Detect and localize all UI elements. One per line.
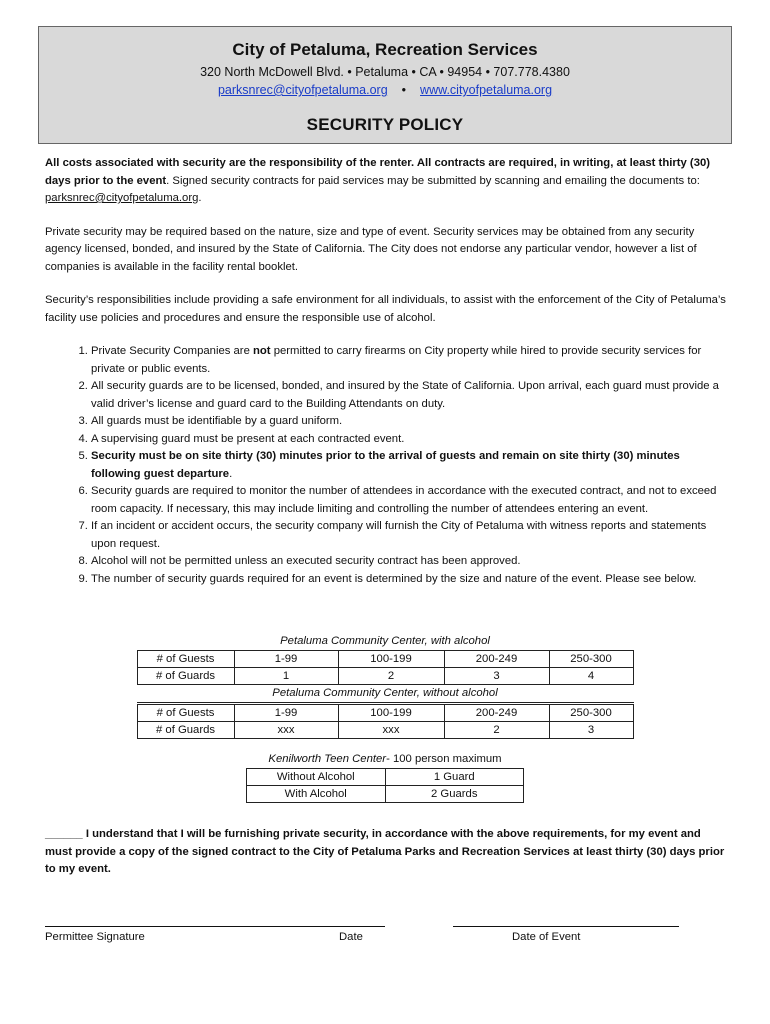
- rule-item: 8. Alcohol will not be permitted unless an executed security contract has been approved.: [91, 553, 727, 571]
- intro-email-link[interactable]: parksnrec@cityofpetaluma.org: [45, 192, 199, 204]
- policy-body: [45, 155, 727, 588]
- table-cell: 2: [444, 722, 549, 739]
- table-cell: 1-99: [234, 651, 338, 668]
- table-caption-without-alcohol: Petaluma Community Center, without alcohol: [272, 687, 498, 699]
- table-cell: With Alcohol: [247, 786, 386, 803]
- acknowledgement-statement: ______ I understand that I will be furnishing private security, in accordance with the above requirements, for my event and must provide a copy of the signed contract to the City of Petaluma Parks and Recreation Services at least thirty (30) days prior to my event.: [45, 828, 725, 875]
- table-cell: # of Guards: [137, 722, 234, 739]
- table-cell: 250-300: [549, 704, 633, 722]
- rule-item: [91, 448, 727, 483]
- table-cell: 3: [549, 722, 633, 739]
- table-teen-center: [246, 768, 524, 803]
- table-cell: 1 Guard: [385, 769, 524, 786]
- rule-1-bold: not: [253, 345, 271, 357]
- table-caption-with-alcohol: Petaluma Community Center, with alcohol: [280, 635, 490, 647]
- teen-center-name: Kenilworth Teen Center: [268, 753, 387, 765]
- table-without-alcohol: [137, 702, 634, 739]
- table-cell: 1-99: [234, 704, 338, 722]
- table-cell: 1: [234, 668, 338, 685]
- event-date-line[interactable]: [453, 926, 679, 927]
- table-cell: # of Guests: [137, 704, 234, 722]
- table-cell: # of Guests: [137, 651, 234, 668]
- table-cell: 200-249: [444, 704, 549, 722]
- rule-item: 3. All guards must be identifiable by a guard uniform.: [91, 413, 727, 431]
- rule-5-end: .: [229, 467, 233, 480]
- table-cell: xxx: [234, 722, 338, 739]
- organization-title: City of Petaluma, Recreation Services: [232, 40, 538, 59]
- organization-address: 320 North McDowell Blvd. • Petaluma • CA • 94954 • 707.778.4380: [200, 65, 570, 79]
- table-cell: # of Guards: [137, 668, 234, 685]
- security-responsibilities-paragraph: Security’s responsibilities include providing a safe environment for all individuals, to assist with the enforcement of the City of Petaluma’s facility use policies and procedures and ensure the responsible use of alcohol.: [45, 294, 726, 324]
- rule-item: 9. The number of security guards required for an event is determined by the size and nature of the event. Please see below.: [91, 571, 727, 589]
- table-cell: 200-249: [444, 651, 549, 668]
- table-row: [137, 668, 633, 685]
- security-options-paragraph: Private security may be required based on the nature, size and type of event. Security services may be obtained from any security agency licensed, bonded, and insured by the State of California. The City does not endorse any particular vendor, however a list of companies is available in the facility rental booklet.: [45, 225, 697, 273]
- rule-item: 7. If an incident or accident occurs, the security company will furnish the City of Petaluma with witness reports and statements upon request.: [91, 518, 727, 553]
- table-with-alcohol: [137, 650, 634, 685]
- permittee-signature-label: Permittee Signature: [45, 931, 145, 943]
- table-row: [137, 651, 633, 668]
- signature-line[interactable]: [45, 926, 385, 927]
- table-row: [247, 786, 524, 803]
- table-cell: 2: [338, 668, 444, 685]
- link-separator: •: [401, 83, 407, 97]
- table-row: [247, 769, 524, 786]
- policy-title: SECURITY POLICY: [306, 115, 464, 134]
- table-cell: 2 Guards: [385, 786, 524, 803]
- table-cell: 250-300: [549, 651, 633, 668]
- intro-paragraph: [45, 155, 727, 208]
- letterhead: [38, 26, 732, 144]
- rule-item: 4. A supervising guard must be present at each contracted event.: [91, 431, 727, 449]
- table-cell: xxx: [338, 722, 444, 739]
- rule-1-text-a: Private Security Companies are: [91, 345, 253, 357]
- contact-links: [39, 83, 731, 97]
- table-cell: 100-199: [338, 704, 444, 722]
- table-row: [137, 722, 633, 739]
- rule-item: 6. Security guards are required to monitor the number of attendees in accordance with the executed contract, and not to exceed room capacity. If necessary, this may include limiting and controlling the number of attendees entering an event.: [91, 483, 727, 518]
- intro-rest-text: . Signed security contracts for paid services may be submitted by scanning and emailing the documents to:: [166, 174, 700, 187]
- rules-list: [45, 343, 727, 588]
- rule-item: 2. All security guards are to be licensed, bonded, and insured by the State of California. Upon arrival, each guard must provide a valid driver’s license and guard card to the Building Attendants on duty.: [91, 378, 727, 413]
- table-cell: 4: [549, 668, 633, 685]
- intro-end: .: [198, 192, 202, 204]
- rule-1-text-b: permitted to carry firearms on City property while hired to provide security services for private or public events.: [91, 345, 702, 375]
- guard-requirement-tables: [0, 633, 770, 803]
- table-caption-teen-center: [0, 751, 770, 768]
- table-cell: 100-199: [338, 651, 444, 668]
- rule-item: [91, 343, 727, 378]
- date-label: Date: [339, 931, 363, 943]
- teen-center-capacity: - 100 person maximum: [386, 753, 502, 765]
- intro-bold-text: All costs associated with security are the responsibility of the renter. All contracts are required, in writing, at least thirty (30) days prior to the event: [45, 157, 711, 187]
- rule-5-bold: Security must be on site thirty (30) minutes prior to the arrival of guests and remain on site thirty (30) minutes following guest departure: [91, 450, 680, 480]
- table-cell: Without Alcohol: [247, 769, 386, 786]
- date-of-event-label: Date of Event: [512, 931, 581, 943]
- website-link[interactable]: www.cityofpetaluma.org: [420, 83, 553, 97]
- table-row: [137, 704, 633, 722]
- email-link[interactable]: parksnrec@cityofpetaluma.org: [217, 83, 388, 97]
- table-cell: 3: [444, 668, 549, 685]
